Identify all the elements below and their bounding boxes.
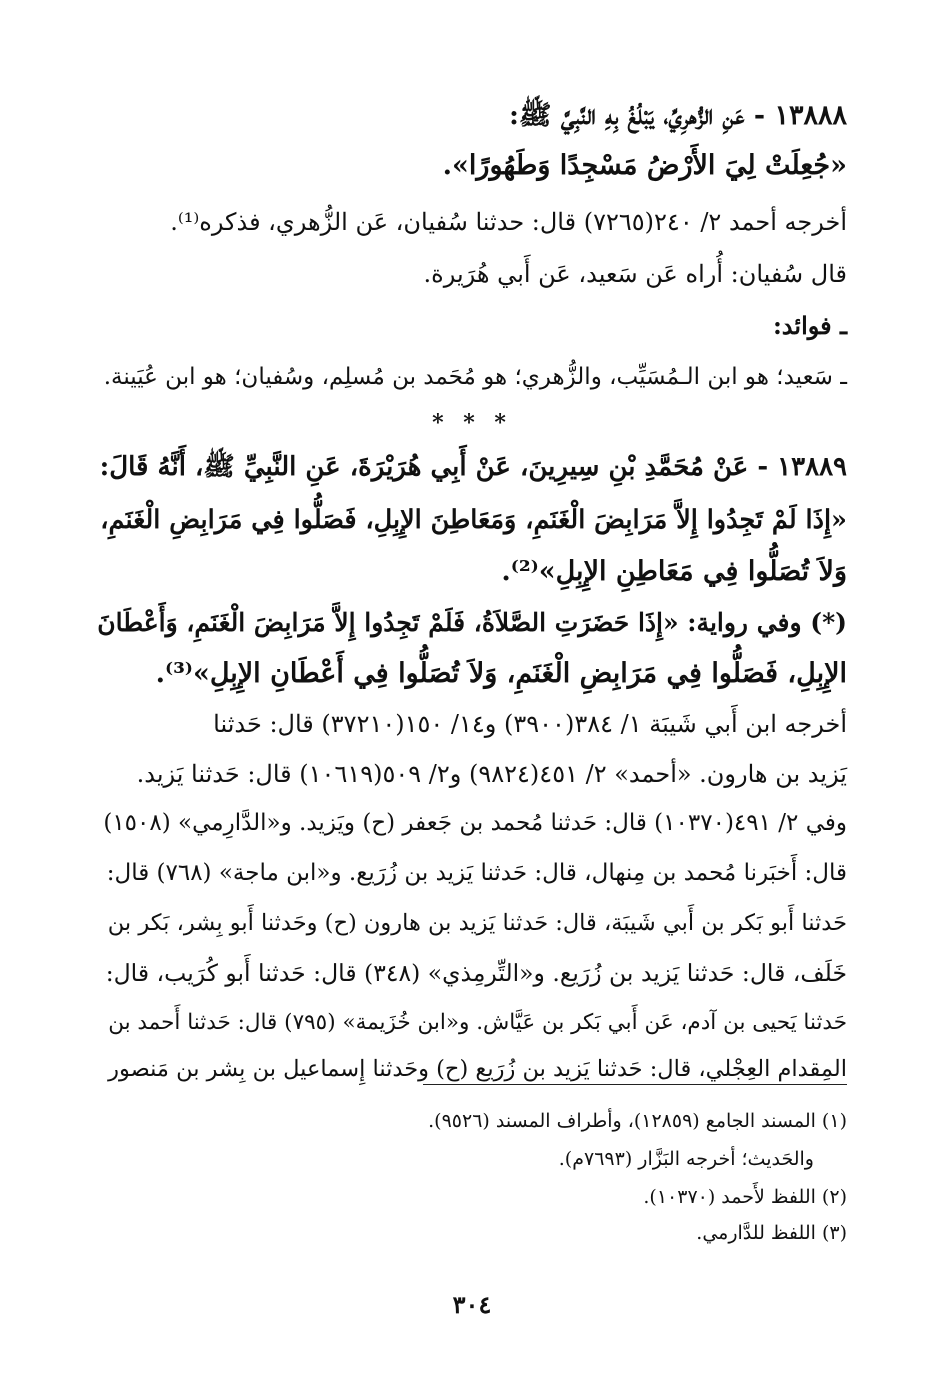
fawaid-text: ـ سَعيد؛ هو ابن الـمُسَيِّب، والزُّهري؛ هو مُحَمد بن مُسلِم، وسُفيان؛ هو ابن عُيَينة. [103,364,847,390]
footnote-3: (٣) اللفظ للدَّارمي. [696,1222,847,1244]
takhrij-line: حَدثنا يَحيى بن آدم، عَن أَبي بَكر بن عَيَّاش. و«ابن خُزَيمة» (٧٩٥) قال: حَدثنا أَحمد بن [108,1010,847,1035]
footnote-divider [423,1084,847,1085]
hadith-13889-matn-1: «إِذَا لَمْ تَجِدُوا إِلاَّ مَرَابِضَ الْغَنَمِ، وَمَعَاطِنَ الإِبِلِ، فَصَلُّوا فِي مَرَابِضِ الْغَنَمِ، [100,505,847,535]
footnote-1-continued: والحَديث؛ أخرجه البَزَّار (٧٦٩٣م). [558,1148,814,1170]
hadith-13889-matn-2: وَلاَ تُصَلُّوا فِي مَعَاطِنِ الإِبِلِ»⁽²⁾. [501,556,847,587]
hadith-13888-matn: «جُعِلَتْ لِيَ الأَرْضُ مَسْجِدًا وَطَهُورًا». [442,150,847,181]
section-separator: * * * [432,410,512,436]
takhrij-line: حَدثنا أَبو بَكر بن أَبي شَيبَة، قال: حَدثنا يَزيد بن هارون (ح) وحَدثنا أَبو بِشر، بَكر بن [107,910,847,936]
hadith-13888-text: ١٣٨٨٨ - عَنِ الزُّهرِيِّ، يَبْلُغُ بِهِ النَّبِيَّ ﷺ: [508,100,847,131]
riwaya-line-2: الإِبِلِ، فَصَلُّوا فِي مَرَابِضِ الْغَنَمِ، وَلاَ تُصَلُّوا فِي أَعْطَانِ الإِبِلِ»⁽³⁾. [155,658,847,689]
page-number: ٣٠٤ [452,1290,492,1319]
takhrij-line: أخرجه ابن أَبي شَيبَة ١/ ٣٨٤(٣٩٠٠) و١٤/ ١٥٠(٣٧٢١٠) قال: حَدثنا [213,710,847,738]
takhrij-line: يَزيد بن هارون. «أحمد» ٢/ ٤٥١(٩٨٢٤) و٢/ ٥٠٩(١٠٦١٩) قال: حَدثنا يَزيد. [136,760,847,788]
takhrij-line: المِقدام العِجْلي، قال: حَدثنا يَزيد بن زُرَيع (ح) وحَدثنا إِسماعيل بن بِشر بن مَنصور [108,1056,847,1082]
sufyan-note: قال سُفيان: أُراه عَن سَعيد، عَن أَبي هُرَيرة. [423,260,847,288]
riwaya-line-1: (*) وفي رواية: «إِذَا حَضَرَتِ الصَّلاَةُ، فَلَمْ تَجِدُوا إِلاَّ مَرَابِضَ الْغَنَمِ، وَأَعْطَانَ [97,608,847,637]
takhrij-line: وفي ٢/ ٤٩١(١٠٣٧٠) قال: حَدثنا مُحمد بن جَعفر (ح) ويَزيد. و«الدَّارِمي» (١٥٠٨) [103,810,847,836]
footnote-2: (٢) اللفظ لأَحمد (١٠٣٧٠). [643,1186,847,1208]
takhrij-line: خَلَف، قال: حَدثنا يَزيد بن زُرَيع. و«التِّرمِذي» (٣٤٨) قال: حَدثنا أَبو كُرَيب، قال: [105,959,847,987]
fawaid-heading: ـ فوائد: [772,311,847,340]
takhrij-line: قال: أَخبَرنا مُحمد بن مِنهال، قال: حَدثنا يَزيد بن زُرَيع. و«ابن ماجة» (٧٦٨) قال: [106,860,847,886]
footnote-1: (١) المسند الجامع (١٢٨٥٩)، وأطراف المسند (٩٥٢٦). [428,1110,847,1132]
hadith-13888-takhrij: أخرجه أحمد ٢/ ٢٤٠(٧٢٦٥) قال: حدثنا سُفيان، عَن الزُّهري، فذكره⁽¹⁾. [170,208,847,236]
hadith-13889-text: ١٣٨٨٩ - عَنْ مُحَمَّدِ بْنِ سِيرِينَ، عَنْ أَبِي هُرَيْرَةَ، عَنِ النَّبِيِّ ﷺ، أَنَّهُ قَالَ: [99,452,847,482]
